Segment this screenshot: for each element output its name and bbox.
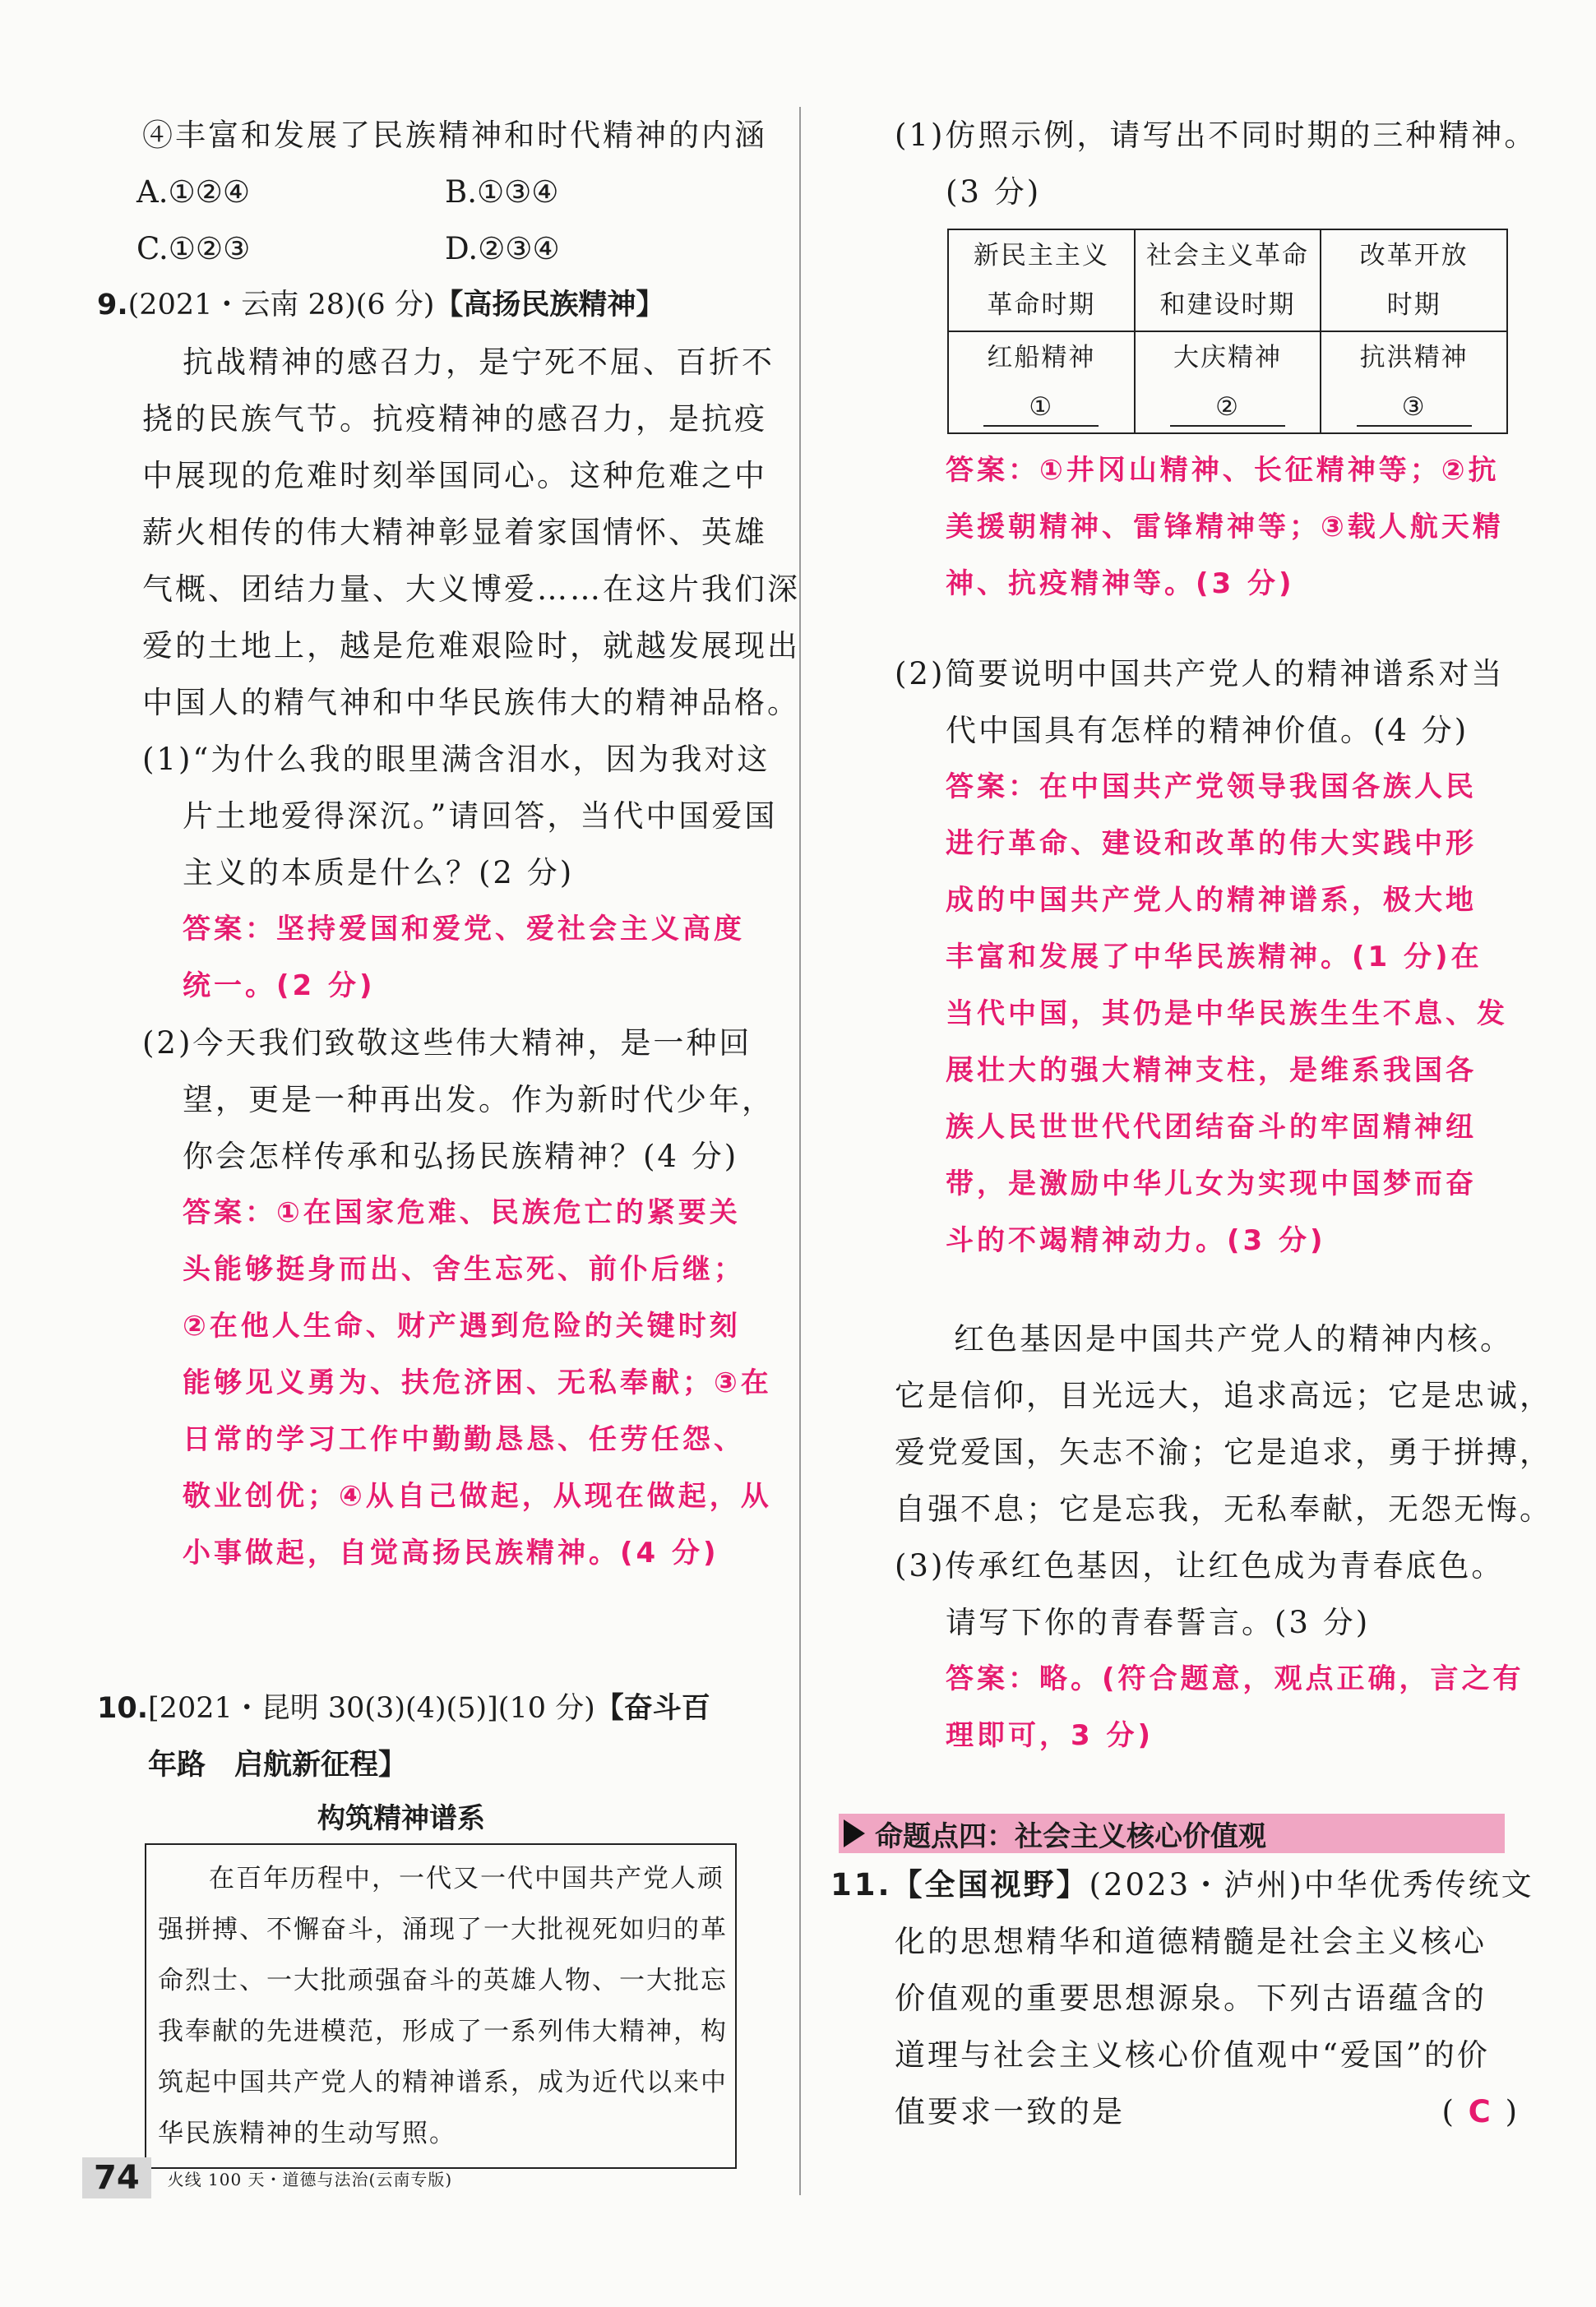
answer-line: 当代中国，其仍是中华民族生生不息、发 bbox=[946, 997, 1508, 1030]
sub-question-line: (2)今天我们致敬这些伟大精神，是一种回 bbox=[142, 1025, 752, 1061]
answer-line: 答案：①井冈山精神、长征精神等；②抗 bbox=[946, 454, 1500, 487]
question-9-sub-2 bbox=[97, 1015, 779, 1185]
answer-blank[interactable]: ③ bbox=[1357, 389, 1472, 427]
material-line: 在百年历程中，一代又一代中国共产党人顽 bbox=[209, 1864, 724, 1893]
material-line: 筑起中国共产党人的精神谱系，成为近代以来中 bbox=[158, 2068, 728, 2097]
question-number: 10. bbox=[97, 1692, 149, 1725]
table-header-cell: 改革开放 时期 bbox=[1321, 229, 1507, 331]
question-9-answer-1 bbox=[97, 901, 779, 1015]
table-cell bbox=[1321, 331, 1507, 433]
topic-title: 命题点四：社会主义核心价值观 bbox=[875, 1819, 1266, 1853]
question-tag: 【高扬民族精神】 bbox=[434, 289, 665, 321]
example-spirit: 红船精神 bbox=[987, 343, 1096, 372]
choices-row-1 bbox=[97, 164, 779, 220]
sub-question-line: (3)传承红色基因，让红色成为青春底色。 bbox=[895, 1548, 1505, 1583]
page-footer bbox=[82, 2157, 452, 2198]
answer-line: ②在他人生命、财产遇到危险的关键时刻 bbox=[183, 1310, 741, 1343]
sub-question-line: 代中国具有怎样的精神价值。(4 分) bbox=[946, 713, 1469, 748]
answer-line: 展壮大的强大精神支柱，是维系我国各 bbox=[946, 1054, 1477, 1087]
question-11-first-line bbox=[830, 1856, 1534, 1913]
answer-1 bbox=[895, 442, 1528, 613]
passage-line: 薪火相传的伟大精神彰显着家国情怀、英雄 bbox=[142, 515, 767, 550]
question-9-header bbox=[97, 277, 779, 334]
left-column bbox=[97, 107, 800, 2169]
red-gene-passage bbox=[895, 1311, 1552, 1537]
question-10-tag-continued: 年路 启航新征程】 bbox=[148, 1749, 408, 1782]
answer-blank[interactable]: ② bbox=[1170, 389, 1285, 427]
table-cell bbox=[1135, 331, 1321, 433]
sub-question-line: (3 分) bbox=[946, 174, 1042, 210]
question-9-answer-2 bbox=[97, 1185, 779, 1582]
answer-2 bbox=[895, 759, 1528, 1269]
sub-question-line: 你会怎样传承和弘扬民族精神？(4 分) bbox=[183, 1139, 739, 1174]
question-9-sub-1 bbox=[97, 731, 779, 901]
sub-question-line: (1)“为什么我的眼里满含泪水，因为我对这 bbox=[142, 742, 770, 777]
answer-line: 丰富和发展了中华民族精神。(1 分)在 bbox=[946, 941, 1483, 973]
passage-line: 它是信仰，目光远大，追求高远；它是忠诚， bbox=[895, 1378, 1552, 1413]
material-line: 华民族精神的生动写照。 bbox=[158, 2119, 456, 2148]
table-cell bbox=[948, 331, 1135, 433]
question-text-line: 价值观的重要思想源泉。下列古语蕴含的 bbox=[895, 1981, 1487, 2016]
table-header-cell: 社会主义革命 和建设时期 bbox=[1135, 229, 1321, 331]
choice-c: C.①②③ bbox=[136, 231, 251, 266]
page-number: 74 bbox=[82, 2157, 151, 2198]
question-number: 9. bbox=[97, 289, 128, 321]
choice-b: B.①③④ bbox=[445, 174, 559, 210]
sub-question-line: (1)仿照示例，请写出不同时期的三种精神。 bbox=[895, 118, 1538, 153]
answer-line: 能够见义勇为、扶危济困、无私奉献；③在 bbox=[183, 1366, 772, 1399]
passage-line: 爱的土地上，越是危难艰险时，就越发展现出 bbox=[142, 628, 800, 663]
material-title: 构筑精神谱系 bbox=[317, 1802, 485, 1835]
answer-line: 进行革命、建设和改革的伟大实践中形 bbox=[946, 827, 1477, 860]
answer-blank[interactable]: ① bbox=[983, 389, 1099, 427]
passage-line: 爱党爱国，矢志不渝；它是追求，勇于拼搏， bbox=[895, 1435, 1552, 1470]
material-box bbox=[145, 1843, 737, 2169]
answer-line: 美援朝精神、雷锋精神等；③载人航天精 bbox=[946, 511, 1504, 543]
table-row bbox=[948, 229, 1507, 331]
passage-line: 自强不息；它是忘我，无私奉献，无怨无悔。 bbox=[895, 1491, 1552, 1527]
column-divider bbox=[799, 107, 801, 2195]
answer-line: 理即可，3 分) bbox=[946, 1719, 1154, 1752]
material-line: 命烈士、一大批顽强奋斗的英雄人物、一大批忘 bbox=[158, 1966, 728, 1995]
question-source: [2021・昆明 30(3)(4)(5)](10 分) bbox=[148, 1692, 595, 1725]
question-tag: 【奋斗百 bbox=[594, 1692, 710, 1725]
answer-line: 答案：①在国家危难、民族危亡的紧要关 bbox=[183, 1196, 741, 1229]
question-source: (2021・云南 28)(6 分) bbox=[127, 289, 435, 321]
passage-line: 气概、团结力量、大义博爱……在这片我们深 bbox=[142, 571, 800, 607]
question-9-passage bbox=[97, 334, 800, 731]
sub-question-line: (2)简要说明中国共产党人的精神谱系对当 bbox=[895, 656, 1505, 691]
table-row bbox=[948, 331, 1507, 433]
answer-line: 小事做起，自觉高扬民族精神。(4 分) bbox=[183, 1537, 719, 1570]
material-line: 强拼搏、不懈奋斗，涌现了一大批视死如归的革 bbox=[158, 1915, 728, 1944]
example-spirit: 大庆精神 bbox=[1173, 343, 1282, 372]
answer-line: 答案：坚持爱国和爱党、爱社会主义高度 bbox=[183, 913, 745, 945]
sub-question-line: 主义的本质是什么？(2 分) bbox=[183, 855, 575, 890]
example-spirit: 抗洪精神 bbox=[1359, 343, 1469, 372]
passage-line: 中国人的精气神和中华民族伟大的精神品格。 bbox=[142, 685, 800, 720]
sub-question-line: 望，更是一种再出发。作为新时代少年， bbox=[183, 1082, 775, 1117]
selected-answer: C bbox=[1468, 2094, 1493, 2129]
sub-question-line: 片土地爱得深沉。”请回答，当代中国爱国 bbox=[183, 798, 778, 834]
answer-line: 族人民世世代代团结奋斗的牢固精神纽 bbox=[946, 1111, 1477, 1144]
answer-bracket: ( C ) bbox=[1441, 2094, 1520, 2129]
topic-banner bbox=[839, 1814, 1505, 1853]
sub-question-line: 请写下你的青春誓言。(3 分) bbox=[946, 1605, 1371, 1640]
answer-3 bbox=[895, 1651, 1528, 1764]
book-title: 火线 100 天・道德与法治(云南专版) bbox=[167, 2169, 453, 2189]
answer-line: 神、抗疫精神等。(3 分) bbox=[946, 567, 1295, 600]
passage-line: 抗战精神的感召力，是宁死不屈、百折不 bbox=[183, 344, 775, 380]
spirit-table bbox=[947, 229, 1508, 434]
answer-line: 日常的学习工作中勤勤恳恳、任劳任怨、 bbox=[183, 1423, 745, 1456]
answer-line: 统一。(2 分) bbox=[183, 969, 376, 1002]
answer-line: 头能够挺身而出、舍生忘死、前仆后继； bbox=[183, 1253, 745, 1286]
passage-line: 中展现的危难时刻举国同心。这种危难之中 bbox=[142, 458, 767, 493]
answer-line: 带，是激励中华儿女为实现中国梦而奋 bbox=[946, 1167, 1477, 1200]
choice-a: A.①②④ bbox=[136, 174, 250, 210]
question-text-line: 化的思想精华和道德精髓是社会主义核心 bbox=[895, 1924, 1487, 1959]
answer-line: 斗的不竭精神动力。(3 分) bbox=[946, 1224, 1326, 1257]
passage-line: 挠的民族气节。抗疫精神的感召力，是抗疫 bbox=[142, 401, 767, 437]
question-10-header bbox=[97, 1681, 779, 1737]
question-text-line: 值要求一致的是 bbox=[895, 2094, 1125, 2129]
answer-line: 敬业创优；④从自己做起，从现在做起，从 bbox=[183, 1480, 772, 1513]
answer-line: 答案：略。(符合题意，观点正确，言之有 bbox=[946, 1662, 1524, 1695]
play-triangle-icon bbox=[844, 1819, 865, 1847]
table-header-cell: 新民主主义 革命时期 bbox=[948, 229, 1135, 331]
right-column bbox=[830, 107, 1552, 2140]
question-text: (2023・泸州)中华优秀传统文 bbox=[1089, 1867, 1534, 1902]
option-4-statement: ④丰富和发展了民族精神和时代精神的内涵 bbox=[142, 118, 767, 153]
choices-row-2 bbox=[97, 220, 779, 277]
question-tag: 【全国视野】 bbox=[891, 1867, 1089, 1902]
choice-d: D.②③④ bbox=[445, 231, 560, 266]
passage-line: 红色基因是中国共产党人的精神内核。 bbox=[954, 1321, 1513, 1357]
answer-line: 答案：在中国共产党领导我国各族人民 bbox=[946, 770, 1477, 803]
question-text-line: 道理与社会主义核心价值观中“爱国”的价 bbox=[895, 2037, 1490, 2073]
material-line: 我奉献的先进模范，形成了一系列伟大精神，构 bbox=[158, 2017, 728, 2046]
question-number: 11. bbox=[830, 1867, 892, 1902]
question-text-last-line bbox=[895, 2083, 1520, 2140]
answer-line: 成的中国共产党人的精神谱系，极大地 bbox=[946, 884, 1477, 917]
